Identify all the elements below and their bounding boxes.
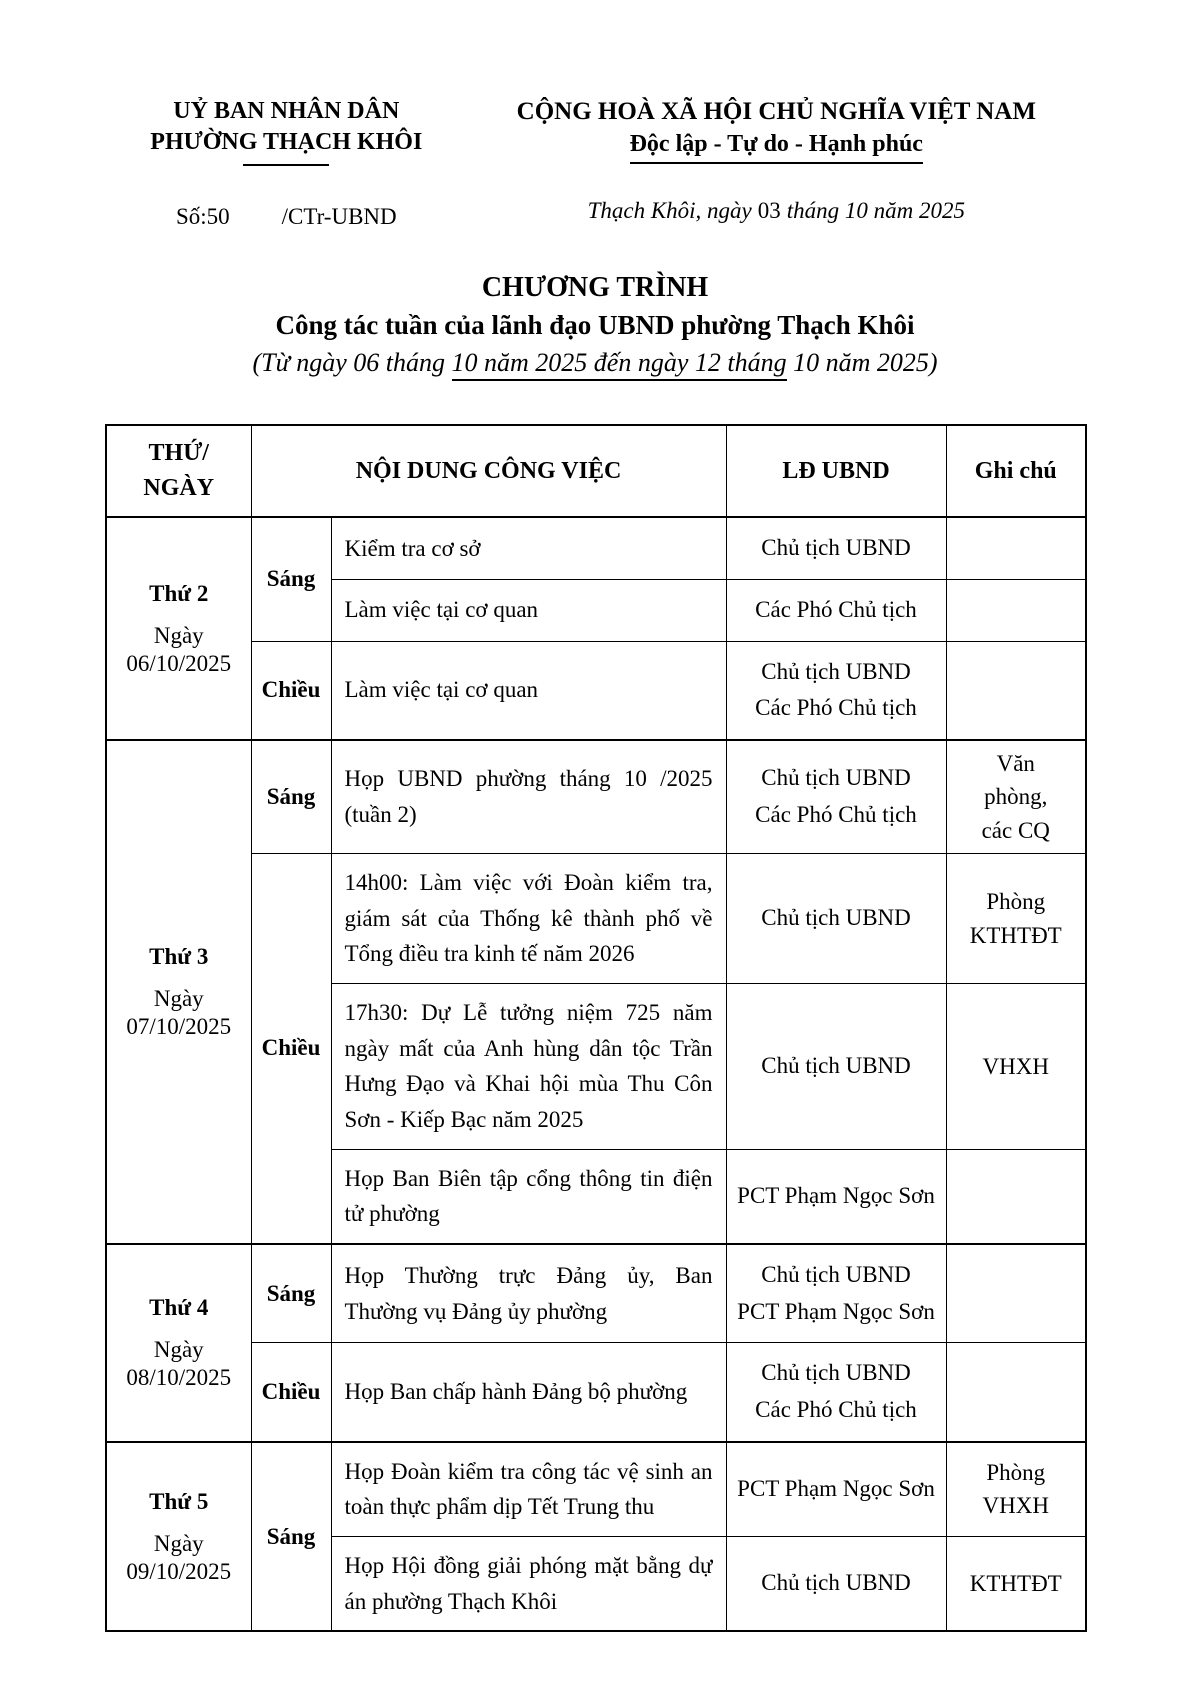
- table-row: [106, 740, 1086, 854]
- note-cell: [946, 983, 1086, 1149]
- org-underline: [243, 164, 329, 166]
- note-cell: [946, 854, 1086, 984]
- task-cell: Họp Ban chấp hành Đảng bộ phường: [331, 1343, 726, 1442]
- task-cell: Họp UBND phường tháng 10 /2025 (tuần 2): [331, 740, 726, 854]
- day-prefix: Ngày: [153, 1336, 204, 1362]
- leader-line: Chủ tịch UBND: [761, 535, 911, 561]
- doc-subtitle: Công tác tuần của lãnh đạo UBND phường Thạch Khôi: [275, 310, 915, 341]
- note-cell: [946, 579, 1086, 641]
- table-header-row: [106, 425, 1086, 517]
- note-cell: [946, 517, 1086, 579]
- doc-symbol: /CTr-UBND: [281, 204, 397, 230]
- date-range-post: 10 năm 2025): [786, 348, 938, 378]
- table-row: [106, 1343, 1086, 1442]
- header-day-line2: NGÀY: [143, 475, 215, 502]
- header-leader-column: LĐ UBND: [726, 425, 946, 517]
- note-line: Văn: [996, 751, 1035, 777]
- day-cell: [106, 1442, 251, 1632]
- leader-cell: [726, 740, 946, 854]
- header-day-line1: THỨ/: [148, 440, 209, 467]
- note-line: KTHTĐT: [969, 1571, 1062, 1597]
- schedule-table-wrap: [105, 424, 1085, 1632]
- leader-cell: [726, 1537, 946, 1632]
- table-row: [106, 854, 1086, 984]
- table-row: [106, 1442, 1086, 1537]
- day-cell: [106, 740, 251, 1244]
- leader-line: Các Phó Chủ tịch: [755, 1397, 917, 1423]
- doc-number-line: [105, 204, 468, 230]
- day-date: 07/10/2025: [126, 1013, 232, 1039]
- leader-cell: [726, 854, 946, 984]
- note-line: VHXH: [982, 1053, 1049, 1079]
- leader-cell: [726, 1442, 946, 1537]
- task-cell: 14h00: Làm việc với Đoàn kiểm tra, giám sát của Thống kê thành phố về Tổng điều tra kinh tế năm 2026: [331, 854, 726, 984]
- session-cell: Sáng: [251, 740, 331, 854]
- header-note-column: Ghi chú: [946, 425, 1086, 517]
- note-cell: [946, 641, 1086, 740]
- leader-cell: [726, 579, 946, 641]
- day-date: 09/10/2025: [126, 1558, 232, 1584]
- place-date-suffix: tháng 10 năm 2025: [786, 198, 966, 223]
- leader-line: Chủ tịch UBND: [761, 905, 911, 931]
- national-block: [468, 96, 1085, 230]
- place-date-line: [468, 198, 1085, 224]
- leader-line: Chủ tịch UBND: [761, 1052, 911, 1078]
- note-cell: [946, 1442, 1086, 1537]
- note-line: Phòng: [986, 1460, 1046, 1486]
- note-cell: [946, 1343, 1086, 1442]
- place-date-prefix: Thạch Khôi, ngày: [587, 198, 752, 223]
- leader-line: Chủ tịch UBND: [761, 1360, 911, 1386]
- schedule-table: [105, 424, 1087, 1632]
- leader-cell: [726, 641, 946, 740]
- day-cell: [106, 1244, 251, 1442]
- leader-line: PCT Phạm Ngọc Sơn: [737, 1298, 935, 1324]
- task-cell: Làm việc tại cơ quan: [331, 641, 726, 740]
- task-cell: Họp Đoàn kiểm tra công tác vệ sinh an toàn thực phẩm dịp Tết Trung thu: [331, 1442, 726, 1537]
- note-cell: [946, 1149, 1086, 1244]
- day-name: Thứ 4: [149, 1294, 209, 1320]
- date-range-pre: (Từ ngày 06 tháng: [252, 348, 452, 378]
- note-line: VHXH: [982, 1493, 1049, 1519]
- note-line: Phòng: [986, 889, 1046, 915]
- session-cell: Chiều: [251, 1343, 331, 1442]
- table-row: [106, 641, 1086, 740]
- leader-line: Chủ tịch UBND: [761, 658, 911, 684]
- day-prefix: Ngày: [153, 1530, 204, 1556]
- schedule-table-body: [106, 517, 1086, 1631]
- national-motto-line2: Độc lập - Tự do - Hạnh phúc: [630, 131, 923, 164]
- org-name-line1: UỶ BAN NHÂN DÂN: [173, 98, 400, 124]
- leader-line: Các Phó Chủ tịch: [755, 802, 917, 828]
- doc-number: Số:50: [175, 204, 230, 230]
- note-cell: [946, 1244, 1086, 1343]
- note-line: các CQ: [981, 817, 1050, 843]
- leader-cell: [726, 983, 946, 1149]
- note-cell: [946, 1537, 1086, 1632]
- leader-line: Chủ tịch UBND: [761, 1261, 911, 1287]
- task-cell: 17h30: Dự Lễ tưởng niệm 725 năm ngày mất của Anh hùng dân tộc Trần Hưng Đạo và Khai hội mùa Thu Côn Sơn - Kiếp Bạc năm 2025: [331, 983, 726, 1149]
- leader-cell: [726, 517, 946, 579]
- title-block: [105, 272, 1085, 378]
- session-cell: Sáng: [251, 517, 331, 641]
- national-motto-line2-wrap: [468, 131, 1085, 164]
- leader-line: Các Phó Chủ tịch: [755, 596, 917, 622]
- task-cell: Họp Ban Biên tập cổng thông tin điện tử phường: [331, 1149, 726, 1244]
- session-cell: Chiều: [251, 854, 331, 1244]
- header-content-column: NỘI DUNG CÔNG VIỆC: [251, 425, 726, 517]
- date-range-underlined: 10 năm 2025 đến ngày 12 tháng: [452, 348, 787, 381]
- day-name: Thứ 5: [149, 1488, 209, 1514]
- table-row: [106, 517, 1086, 579]
- day-prefix: Ngày: [153, 622, 204, 648]
- session-cell: Sáng: [251, 1244, 331, 1343]
- leader-line: Chủ tịch UBND: [761, 765, 911, 791]
- task-cell: Họp Hội đồng giải phóng mặt bằng dự án phường Thạch Khôi: [331, 1537, 726, 1632]
- table-row: [106, 1244, 1086, 1343]
- task-cell: Kiểm tra cơ sở: [331, 517, 726, 579]
- leader-cell: [726, 1244, 946, 1343]
- day-date: 08/10/2025: [126, 1364, 232, 1390]
- note-line: phòng,: [984, 784, 1048, 810]
- doc-date-range: [105, 348, 1085, 378]
- day-date: 06/10/2025: [126, 650, 232, 676]
- leader-line: Các Phó Chủ tịch: [755, 695, 917, 721]
- day-name: Thứ 3: [149, 943, 209, 969]
- day-cell: [106, 517, 251, 740]
- day-prefix: Ngày: [153, 985, 204, 1011]
- session-cell: Chiều: [251, 641, 331, 740]
- day-name: Thứ 2: [149, 580, 209, 606]
- leader-line: PCT Phạm Ngọc Sơn: [737, 1182, 935, 1208]
- note-line: KTHTĐT: [969, 922, 1062, 948]
- doc-title: CHƯƠNG TRÌNH: [481, 272, 709, 304]
- note-cell: [946, 740, 1086, 854]
- task-cell: Họp Thường trực Đảng ủy, Ban Thường vụ Đảng ủy phường: [331, 1244, 726, 1343]
- org-name-line2: PHƯỜNG THẠCH KHÔI: [150, 128, 423, 155]
- leader-line: Chủ tịch UBND: [761, 1570, 911, 1596]
- place-date-day: 03: [757, 198, 781, 223]
- document-header: [105, 96, 1085, 230]
- session-cell: Sáng: [251, 1442, 331, 1632]
- leader-cell: [726, 1343, 946, 1442]
- leader-cell: [726, 1149, 946, 1244]
- task-cell: Làm việc tại cơ quan: [331, 579, 726, 641]
- national-motto-line1: CỘNG HOÀ XÃ HỘI CHỦ NGHĨA VIỆT NAM: [516, 98, 1036, 125]
- leader-line: PCT Phạm Ngọc Sơn: [737, 1476, 935, 1502]
- header-day-column: [106, 425, 251, 517]
- issuing-org-block: [105, 96, 468, 230]
